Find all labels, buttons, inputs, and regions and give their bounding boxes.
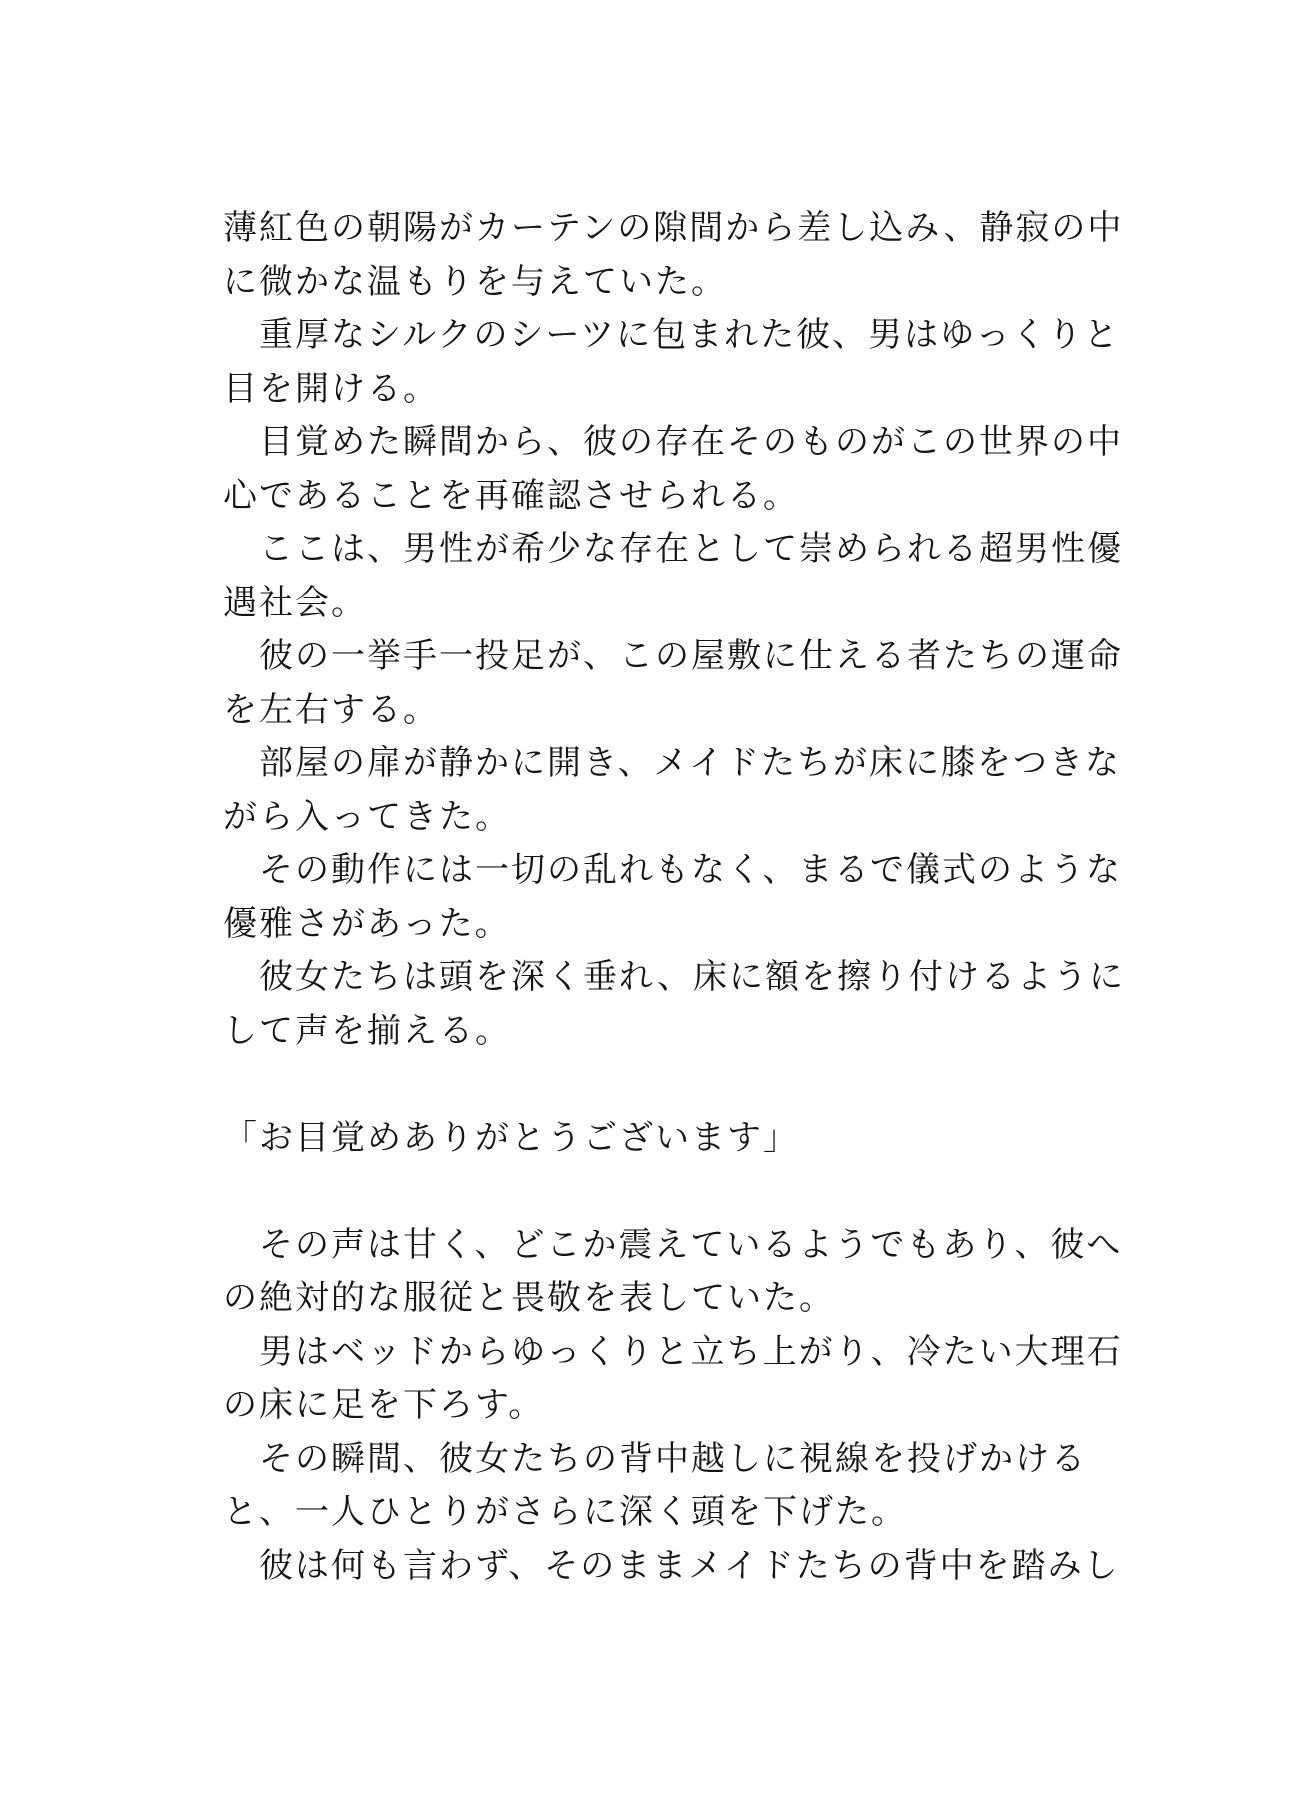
body-text [223, 202, 1126, 1593]
text-line: がら入ってきた。 [223, 796, 511, 837]
text-line: 部屋の扉が静かに開き、メイドたちが床に膝をつきな [223, 743, 1121, 783]
text-line: 心であることを再確認させられる。 [223, 475, 799, 516]
text-line: その瞬間、彼女たちの背中越しに視線を投げかける [223, 1438, 1087, 1479]
text-line: 男はベッドからゆっくりと立ち上がり、冷たい大理石 [223, 1331, 1123, 1372]
text-line: と、一人ひとりがさらに深く頭を下げた。 [223, 1492, 907, 1532]
text-line: 彼は何も言わず、そのままメイドたちの背中を踏みし [223, 1545, 1120, 1586]
text-line: 遇社会。 [223, 582, 367, 623]
text-line: に微かな温もりを与えていた。 [223, 261, 727, 302]
text-line: その動作には一切の乱れもなく、まるで儀式のような [223, 850, 1122, 890]
text-line: 優雅さがあった。 [223, 903, 511, 944]
text-line: を左右する。 [223, 689, 439, 730]
text-line: して声を揃える。 [223, 1010, 511, 1051]
text-line: 彼の一挙手一投足が、この屋敷に仕える者たちの運命 [223, 636, 1123, 676]
text-line: 目を開ける。 [223, 368, 439, 409]
text-line: 彼女たちは頭を深く垂れ、床に額を擦り付けるように [223, 957, 1126, 997]
text-line: 目覚めた瞬間から、彼の存在そのものがこの世界の中 [223, 422, 1123, 462]
dialogue-line: 「お目覚めありがとうございます」 [223, 1117, 799, 1158]
text-line: 重厚なシルクのシーツに包まれた彼、男はゆっくりと [223, 315, 1120, 355]
text-line: の絶対的な服従と畏敬を表していた。 [223, 1278, 835, 1318]
text-line: ここは、男性が希少な存在として崇められる超男性優 [223, 529, 1123, 569]
blank-line [223, 1058, 1087, 1112]
text-line: の床に足を下ろす。 [223, 1385, 545, 1425]
blank-line [223, 1165, 1087, 1219]
text-line: 薄紅色の朝陽がカーテンの隙間から差し込み、静寂の中 [223, 208, 1124, 248]
text-line: その声は甘く、どこか震えているようでもあり、彼へ [223, 1224, 1123, 1265]
